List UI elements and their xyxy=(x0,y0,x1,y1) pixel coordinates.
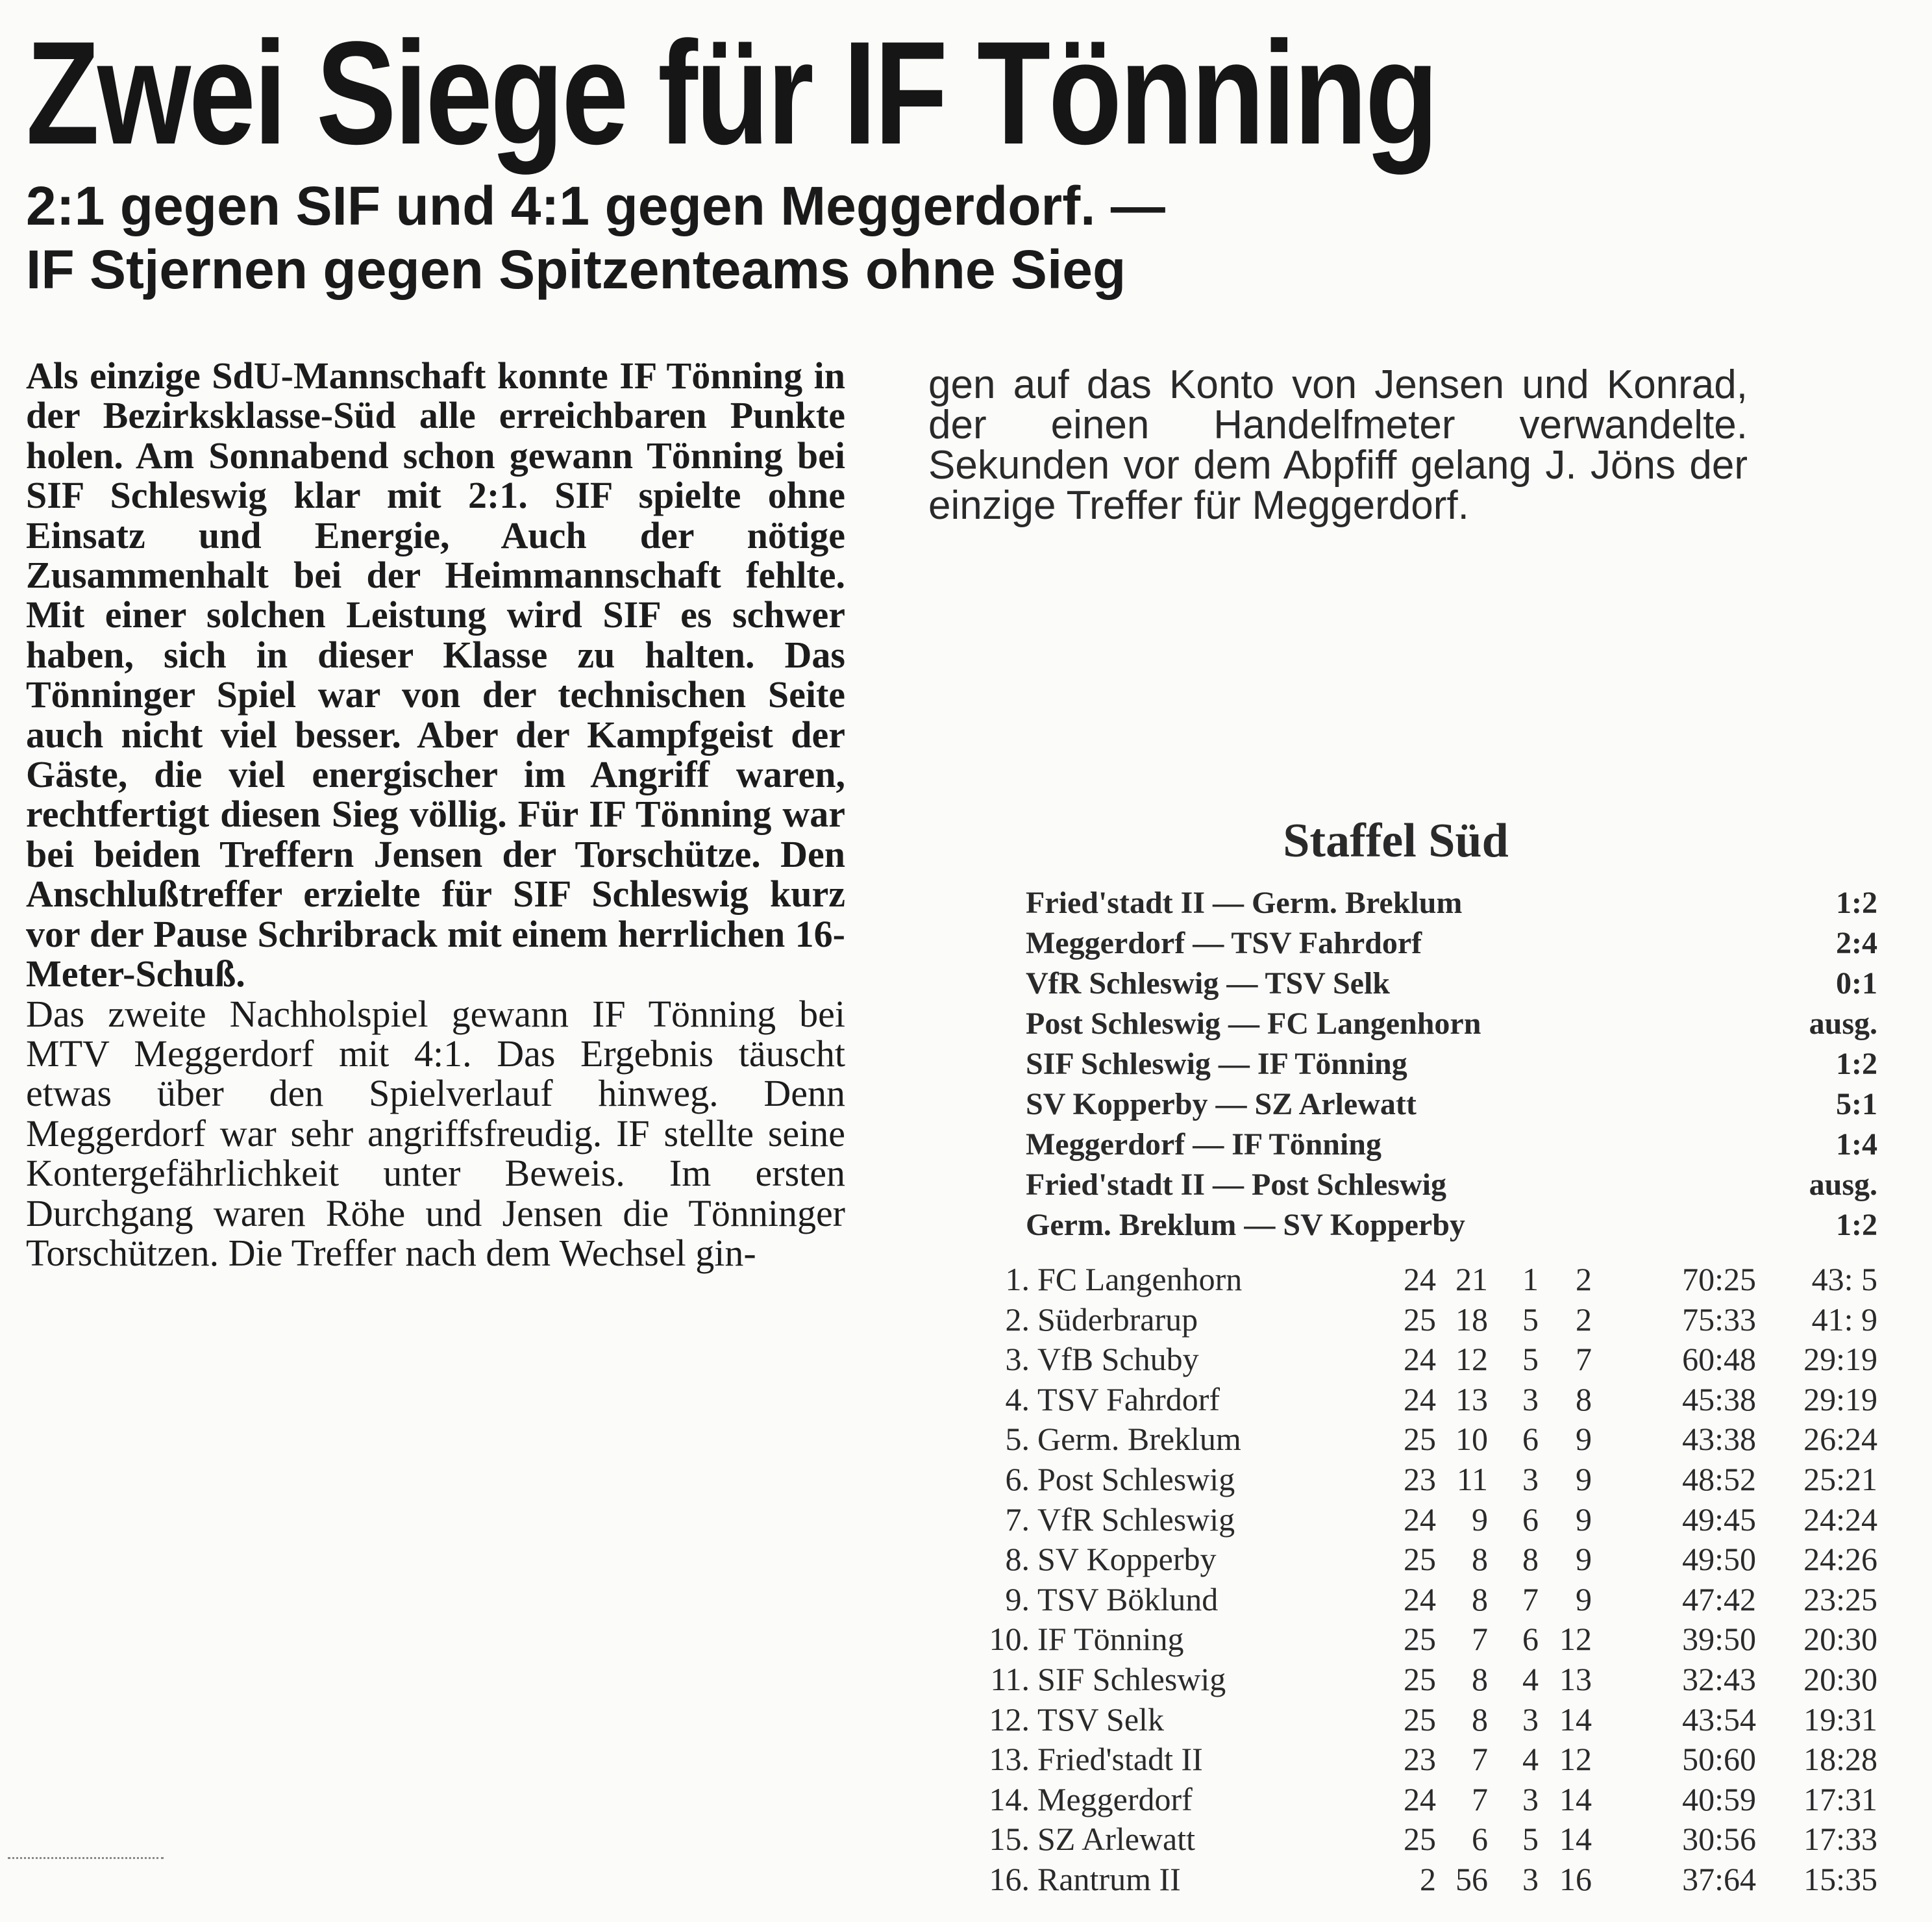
standing-rank: 6. xyxy=(1005,1460,1030,1497)
standing-played: 24 xyxy=(1404,1380,1436,1417)
article-paragraph-continued: gen auf das Konto von Jensen und Konrad, der einen Handelfmeter verwandelte. Sekunden vor dem Abpfiff gelang J. Jöns der einzige Treffer für Meggerdorf. xyxy=(928,362,1748,528)
standing-team: SV Kopperby xyxy=(1037,1541,1217,1578)
standing-points: 17:33 xyxy=(1803,1821,1877,1858)
result-score: 1:2 xyxy=(1836,1047,1877,1081)
standing-won: 7 xyxy=(1472,1621,1488,1658)
standing-played: 25 xyxy=(1404,1421,1436,1458)
result-score: 1:2 xyxy=(1836,886,1877,920)
standing-rank: 9. xyxy=(1005,1580,1030,1617)
standing-won: 13 xyxy=(1455,1380,1488,1417)
standing-lost: 9 xyxy=(1576,1501,1592,1538)
standing-goals: 70:25 xyxy=(1682,1261,1756,1297)
standing-lost: 9 xyxy=(1576,1541,1592,1578)
standing-played: 24 xyxy=(1404,1261,1436,1297)
standing-goals: 39:50 xyxy=(1682,1621,1756,1658)
article-paragraph-bold: Als einzige SdU-Mannschaft konnte IF Tönning in der Bezirksklasse-Süd alle erreichbaren Punkte holen. Am Sonnabend schon gewann Tönning bei SIF Schleswig klar mit 2:1. SIF spielte ohne Einsatz und Energie, Auch der nötige Zusammenhalt bei der Heimmannschaft fehlte. Mit einer solchen Leistung wird SIF es schwer haben, sich in dieser Klasse zu halten. Das Tönninger Spiel war von der technischen Seite auch nicht viel besser. Aber der Kampfgeist der Gäste, die viel energischer im Angriff waren, rechtfertigt diesen Sieg völlig. Für IF Tönning war bei beiden Treffern Jensen der Torschütze. Den Anschlußtreffer erzielte für SIF Schleswig kurz vor der Pause Schribrack mit einem herrlichen 16-Meter-Schuß. xyxy=(26,355,845,995)
standing-played: 24 xyxy=(1404,1341,1436,1378)
standing-goals: 40:59 xyxy=(1682,1780,1756,1817)
result-match: SV Kopperby — SZ Arlewatt xyxy=(1026,1087,1417,1121)
standing-won: 8 xyxy=(1472,1580,1488,1617)
standing-played: 23 xyxy=(1404,1741,1436,1778)
standing-goals: 37:64 xyxy=(1682,1860,1756,1897)
standing-lost: 8 xyxy=(1576,1380,1592,1417)
standing-played: 25 xyxy=(1404,1621,1436,1658)
standings-row xyxy=(987,1500,1877,1540)
standing-played: 23 xyxy=(1404,1460,1436,1497)
standing-won: 18 xyxy=(1455,1301,1488,1338)
standing-drawn: 6 xyxy=(1522,1621,1539,1658)
standing-team: TSV Böklund xyxy=(1037,1580,1219,1617)
result-match: Fried'stadt II — Germ. Breklum xyxy=(1026,886,1463,920)
standing-drawn: 5 xyxy=(1522,1821,1539,1858)
standing-drawn: 3 xyxy=(1522,1780,1539,1817)
result-score: ausg. xyxy=(1809,1006,1877,1041)
result-match: Post Schleswig — FC Langenhorn xyxy=(1026,1006,1481,1041)
standing-goals: 49:50 xyxy=(1682,1541,1756,1578)
standing-drawn: 3 xyxy=(1522,1701,1539,1738)
standing-lost: 14 xyxy=(1559,1701,1592,1738)
standing-lost: 2 xyxy=(1576,1301,1592,1338)
standings-row xyxy=(987,1660,1877,1700)
standing-drawn: 3 xyxy=(1522,1380,1539,1417)
result-match: VfR Schleswig — TSV Selk xyxy=(1026,966,1390,1001)
standing-goals: 75:33 xyxy=(1682,1301,1756,1338)
standings-row xyxy=(987,1540,1877,1580)
standing-points: 41: 9 xyxy=(1811,1301,1877,1338)
standing-goals: 49:45 xyxy=(1682,1501,1756,1538)
subheadline xyxy=(26,174,1454,301)
standing-goals: 30:56 xyxy=(1682,1821,1756,1858)
standing-points: 24:26 xyxy=(1803,1541,1877,1578)
standing-rank: 15. xyxy=(989,1821,1030,1858)
standing-played: 25 xyxy=(1404,1541,1436,1578)
standing-team: SZ Arlewatt xyxy=(1037,1821,1196,1858)
result-row xyxy=(1026,1165,1877,1205)
article-column-right xyxy=(928,362,1748,528)
standing-team: FC Langenhorn xyxy=(1037,1261,1243,1297)
standing-goals: 45:38 xyxy=(1682,1380,1756,1417)
result-row xyxy=(1026,1205,1877,1245)
standing-points: 15:35 xyxy=(1803,1860,1877,1897)
standing-won: 12 xyxy=(1455,1341,1488,1378)
standing-played: 25 xyxy=(1404,1660,1436,1697)
standing-goals: 60:48 xyxy=(1682,1341,1756,1378)
standing-goals: 48:52 xyxy=(1682,1460,1756,1497)
standing-goals: 32:43 xyxy=(1682,1660,1756,1697)
standing-points: 18:28 xyxy=(1803,1741,1877,1778)
staffel-title: Staffel Süd xyxy=(1283,814,1509,867)
standing-played: 25 xyxy=(1404,1821,1436,1858)
result-row xyxy=(1026,964,1877,1004)
standings-row xyxy=(987,1460,1877,1500)
standing-rank: 11. xyxy=(990,1660,1030,1697)
standing-team: SIF Schleswig xyxy=(1037,1660,1226,1697)
standing-rank: 16. xyxy=(989,1860,1030,1897)
result-row xyxy=(1026,923,1877,964)
standing-won: 8 xyxy=(1472,1660,1488,1697)
standing-points: 23:25 xyxy=(1803,1580,1877,1617)
standings-row xyxy=(987,1740,1877,1780)
subheadline-line-2: IF Stjernen gegen Spitzenteams ohne Sieg xyxy=(26,239,1126,300)
article-paragraph-normal: Das zweite Nachholspiel gewann IF Tönning bei MTV Meggerdorf mit 4:1. Das Ergebnis täuscht etwas über den Spielverlauf hinweg. Denn Meggerdorf war sehr angriffsfreudig. IF stellte seine Kontergefährlichkeit unter Beweis. Im ersten Durchgang waren Röhe und Jensen die Tönninger Torschützen. Die Treffer nach dem Wechsel gin- xyxy=(26,992,845,1274)
result-match: Meggerdorf — TSV Fahrdorf xyxy=(1026,926,1422,960)
standing-lost: 12 xyxy=(1559,1741,1592,1778)
standing-won: 7 xyxy=(1472,1780,1488,1817)
standing-played: 24 xyxy=(1404,1780,1436,1817)
standings-row xyxy=(987,1700,1877,1740)
standings-row xyxy=(987,1619,1877,1660)
standing-played: 25 xyxy=(1404,1701,1436,1738)
standing-points: 29:19 xyxy=(1803,1380,1877,1417)
result-row xyxy=(1026,1084,1877,1125)
standing-lost: 16 xyxy=(1559,1860,1592,1897)
result-row xyxy=(1026,1004,1877,1044)
result-score: 2:4 xyxy=(1836,926,1877,960)
subheadline-line-1: 2:1 gegen SIF und 4:1 gegen Meggerdorf. — xyxy=(26,175,1165,236)
standing-drawn: 7 xyxy=(1522,1580,1539,1617)
standing-rank: 7. xyxy=(1005,1501,1030,1538)
result-match: Fried'stadt II — Post Schleswig xyxy=(1026,1167,1446,1202)
standing-won: 8 xyxy=(1472,1701,1488,1738)
standing-team: Fried'stadt II xyxy=(1037,1741,1203,1778)
standing-lost: 9 xyxy=(1576,1460,1592,1497)
standing-won: 56 xyxy=(1455,1860,1488,1897)
standing-rank: 1. xyxy=(1005,1261,1030,1297)
standing-rank: 12. xyxy=(989,1701,1030,1738)
standing-goals: 43:38 xyxy=(1682,1421,1756,1458)
standing-rank: 8. xyxy=(1005,1541,1030,1578)
standing-lost: 9 xyxy=(1576,1580,1592,1617)
standing-won: 9 xyxy=(1472,1501,1488,1538)
result-row xyxy=(1026,1125,1877,1165)
standing-rank: 13. xyxy=(989,1741,1030,1778)
standing-drawn: 5 xyxy=(1522,1341,1539,1378)
headline: Zwei Siege für IF Tönning xyxy=(26,10,1437,175)
standing-team: TSV Fahrdorf xyxy=(1037,1380,1220,1417)
standing-lost: 2 xyxy=(1576,1261,1592,1297)
standing-won: 21 xyxy=(1455,1261,1488,1297)
standing-drawn: 4 xyxy=(1522,1660,1539,1697)
standing-team: IF Tönning xyxy=(1037,1621,1184,1658)
standing-team: VfB Schuby xyxy=(1037,1341,1199,1378)
standing-played: 25 xyxy=(1404,1301,1436,1338)
standing-drawn: 1 xyxy=(1522,1261,1539,1297)
standing-goals: 50:60 xyxy=(1682,1741,1756,1778)
result-score: ausg. xyxy=(1809,1167,1877,1202)
result-match: SIF Schleswig — IF Tönning xyxy=(1026,1047,1407,1081)
standing-team: Meggerdorf xyxy=(1037,1780,1193,1817)
dotted-rule xyxy=(8,1857,164,1859)
result-match: Meggerdorf — IF Tönning xyxy=(1026,1127,1381,1162)
standings-row xyxy=(987,1860,1877,1900)
result-match: Germ. Breklum — SV Kopperby xyxy=(1026,1208,1465,1242)
standing-won: 11 xyxy=(1456,1460,1488,1497)
standing-won: 7 xyxy=(1472,1741,1488,1778)
standing-rank: 10. xyxy=(989,1621,1030,1658)
standings-row xyxy=(987,1300,1877,1340)
standing-team: Post Schleswig xyxy=(1037,1460,1235,1497)
standing-points: 20:30 xyxy=(1803,1621,1877,1658)
standing-drawn: 8 xyxy=(1522,1541,1539,1578)
standing-rank: 3. xyxy=(1005,1341,1030,1378)
standing-lost: 14 xyxy=(1559,1780,1592,1817)
standings-row xyxy=(987,1780,1877,1820)
standings-table xyxy=(987,1260,1877,1900)
standing-drawn: 6 xyxy=(1522,1501,1539,1538)
standing-goals: 47:42 xyxy=(1682,1580,1756,1617)
standings-row xyxy=(987,1580,1877,1620)
result-row xyxy=(1026,1044,1877,1084)
standings-row xyxy=(987,1380,1877,1420)
standing-team: Germ. Breklum xyxy=(1037,1421,1241,1458)
standing-lost: 12 xyxy=(1559,1621,1592,1658)
standings-row xyxy=(987,1340,1877,1380)
standing-drawn: 3 xyxy=(1522,1460,1539,1497)
result-score: 1:2 xyxy=(1836,1208,1877,1242)
standing-drawn: 5 xyxy=(1522,1301,1539,1338)
result-row xyxy=(1026,883,1877,923)
article-column-left xyxy=(26,356,845,1273)
standing-rank: 4. xyxy=(1005,1380,1030,1417)
standing-team: TSV Selk xyxy=(1037,1701,1164,1738)
standing-points: 19:31 xyxy=(1803,1701,1877,1738)
result-score: 5:1 xyxy=(1836,1087,1877,1121)
results-list xyxy=(1026,883,1877,1245)
standing-played: 24 xyxy=(1404,1580,1436,1617)
standing-drawn: 4 xyxy=(1522,1741,1539,1778)
standings-row xyxy=(987,1419,1877,1460)
standing-points: 29:19 xyxy=(1803,1341,1877,1378)
standing-lost: 9 xyxy=(1576,1421,1592,1458)
standing-played: 24 xyxy=(1404,1501,1436,1538)
standing-points: 43: 5 xyxy=(1811,1261,1877,1297)
standing-won: 6 xyxy=(1472,1821,1488,1858)
standing-points: 25:21 xyxy=(1803,1460,1877,1497)
standings-row xyxy=(987,1260,1877,1300)
standing-team: Rantrum II xyxy=(1037,1860,1181,1897)
standing-points: 20:30 xyxy=(1803,1660,1877,1697)
result-score: 0:1 xyxy=(1836,966,1877,1001)
standing-played: 2 xyxy=(1420,1860,1436,1897)
standing-lost: 7 xyxy=(1576,1341,1592,1378)
standing-won: 8 xyxy=(1472,1541,1488,1578)
standing-lost: 13 xyxy=(1559,1660,1592,1697)
result-score: 1:4 xyxy=(1836,1127,1877,1162)
standing-points: 17:31 xyxy=(1803,1780,1877,1817)
standing-points: 24:24 xyxy=(1803,1501,1877,1538)
standing-lost: 14 xyxy=(1559,1821,1592,1858)
standing-rank: 5. xyxy=(1005,1421,1030,1458)
standing-team: Süderbrarup xyxy=(1037,1301,1198,1338)
standing-drawn: 6 xyxy=(1522,1421,1539,1458)
standing-team: VfR Schleswig xyxy=(1037,1501,1235,1538)
standing-points: 26:24 xyxy=(1803,1421,1877,1458)
standing-won: 10 xyxy=(1455,1421,1488,1458)
standings-row xyxy=(987,1819,1877,1860)
standing-rank: 2. xyxy=(1005,1301,1030,1338)
standing-goals: 43:54 xyxy=(1682,1701,1756,1738)
standing-drawn: 3 xyxy=(1522,1860,1539,1897)
standing-rank: 14. xyxy=(989,1780,1030,1817)
